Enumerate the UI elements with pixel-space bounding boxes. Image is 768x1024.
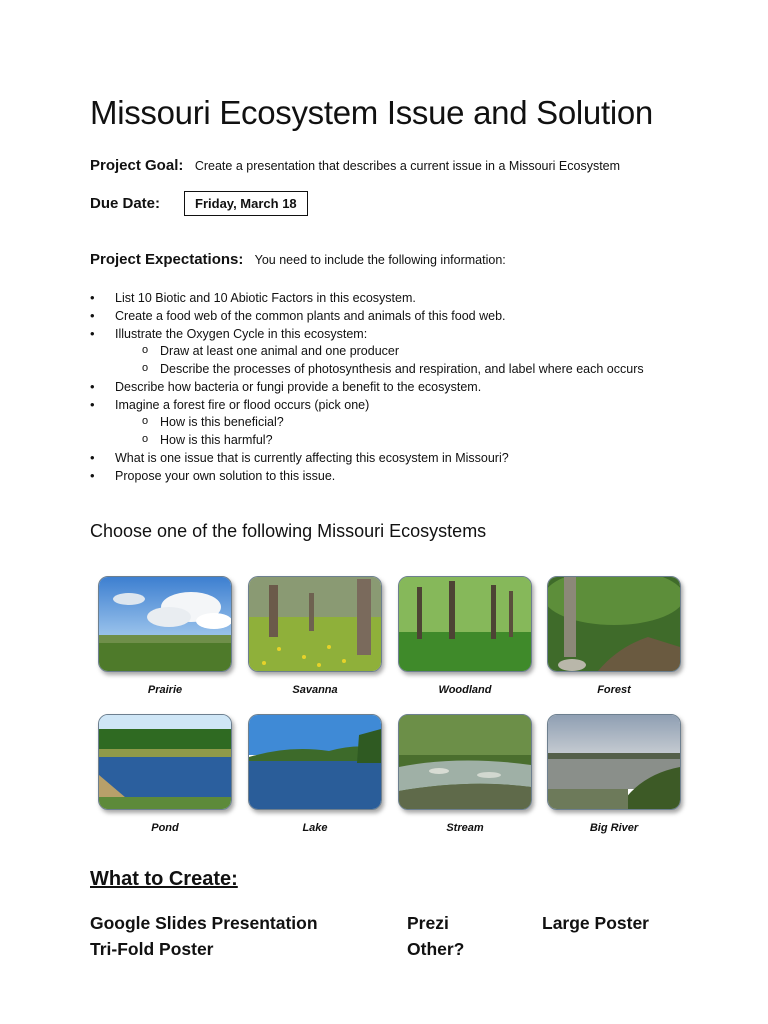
list-item-text: Propose your own solution to this issue. [115,469,336,483]
list-item [90,378,710,396]
expectations-list [90,289,710,485]
list-item-text: Illustrate the Oxygen Cycle in this ecosystem: [115,327,368,341]
sub-list-item-text: How is this harmful? [160,432,273,447]
project-expectations [90,251,506,268]
choose-ecosystem-heading: Choose one of the following Missouri Ecosystems [90,521,487,541]
list-item [90,467,710,485]
option-tri-fold-poster: Tri-Fold Poster [90,939,214,959]
forest-photo [547,576,681,672]
oxygen-sublist [115,343,710,378]
project-goal [90,157,620,174]
ecosystem-card-savanna [248,576,382,696]
list-item-text: Describe how bacteria or fungi provide a benefit to the ecosystem. [115,380,482,394]
stream-photo [398,714,532,810]
list-item [90,307,710,325]
sub-list-item [115,361,710,379]
list-item [90,449,710,467]
fire-sublist [115,414,710,449]
ecosystem-label: Savanna [292,684,338,696]
ecosystem-label: Big River [589,822,639,834]
project-goal-label: Project Goal: [90,157,184,174]
list-item-text: Imagine a forest fire or flood occurs (pick one) [115,398,370,412]
woodland-photo [398,576,532,672]
sub-list-item [115,343,710,361]
list-item [90,289,710,307]
option-large-poster: Large Poster [542,913,649,933]
ecosystem-card-prairie [98,576,232,696]
option-other: Other? [407,939,465,959]
big-river-photo [547,714,681,810]
list-item-text: Create a food web of the common plants and animals of this food web. [115,309,506,323]
list-item [90,325,710,378]
ecosystem-card-stream [398,714,532,834]
page-title: Missouri Ecosystem Issue and Solution [90,94,653,131]
ecosystem-card-lake [248,714,382,834]
sub-list-item [115,432,710,450]
project-goal-text: Create a presentation that describes a current issue in a Missouri Ecosystem [194,159,621,173]
ecosystem-label: Stream [446,822,484,834]
list-item-text: List 10 Biotic and 10 Abiotic Factors in this ecosystem. [115,291,416,305]
ecosystem-label: Forest [597,684,631,696]
prairie-photo [98,576,232,672]
what-to-create-heading: What to Create: [90,868,238,890]
sub-list-item-text: Describe the processes of photosynthesis and respiration, and label where each occurs [160,361,644,376]
ecosystem-card-big-river [547,714,681,834]
sub-list-item-text: How is this beneficial? [160,415,284,429]
lake-photo [248,714,382,810]
due-date [90,191,308,216]
ecosystem-card-pond [98,714,232,834]
expectations-label: Project Expectations: [90,251,244,268]
ecosystem-card-woodland [398,576,532,696]
pond-photo [98,714,232,810]
ecosystem-label: Prairie [147,684,183,696]
list-item-text: What is one issue that is currently affecting this ecosystem in Missouri? [115,451,509,465]
ecosystem-label: Pond [151,822,179,834]
ecosystem-label: Woodland [438,684,492,696]
savanna-photo [248,576,382,672]
sub-list-item-text: Draw at least one animal and one producer [160,344,400,358]
due-date-label: Due Date: [90,195,161,212]
sub-list-item [115,414,710,432]
due-date-box: Friday, March 18 [184,191,308,216]
expectations-intro: You need to include the following information: [254,253,506,267]
option-google-slides: Google Slides Presentation [90,913,318,933]
list-item [90,396,710,449]
ecosystem-card-forest [547,576,681,696]
option-prezi: Prezi [407,913,449,933]
ecosystem-label: Lake [302,822,328,834]
